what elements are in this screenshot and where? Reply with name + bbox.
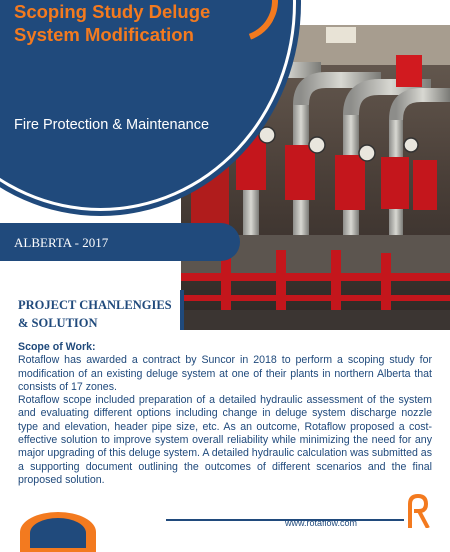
footer-arc-inner [30, 518, 86, 548]
scope-of-work-label: Scope of Work: [18, 341, 96, 353]
rotaflow-logo-icon [406, 492, 432, 528]
solution-paragraph: Rotaflow scope included preparation of a detailed hydraulic assessment of the system and evaluating different options including change in deluge system discharge nozzle type and elevation, header pipe size, etc. As an outcome, Rotaflow proposed a cost-effective solution to improve system overall reliability while minimizing the need for any major upgrading of this deluge system. A detailed hydraulic calculation was submitted as a supporting document outlining the outcomes of different scenarios and the final proposed solution. [18, 394, 432, 486]
project-description [18, 341, 432, 487]
footer-website-link[interactable]: www.rotaflow.com [285, 518, 358, 528]
scope-paragraph: Rotaflow has awarded a contract by Suncor in 2018 to perform a scoping study for modification of an existing deluge system at one of their plants in northern Alberta that consists of 17 zones. [18, 354, 432, 393]
page-subtitle: Fire Protection & Maintenance [14, 117, 210, 133]
page-title: Scoping Study Deluge System Modification [14, 1, 211, 45]
section-title: PROJECT CHANLENGIES & SOLUTION [18, 298, 172, 330]
project-location-year: ALBERTA - 2017 [14, 235, 109, 250]
